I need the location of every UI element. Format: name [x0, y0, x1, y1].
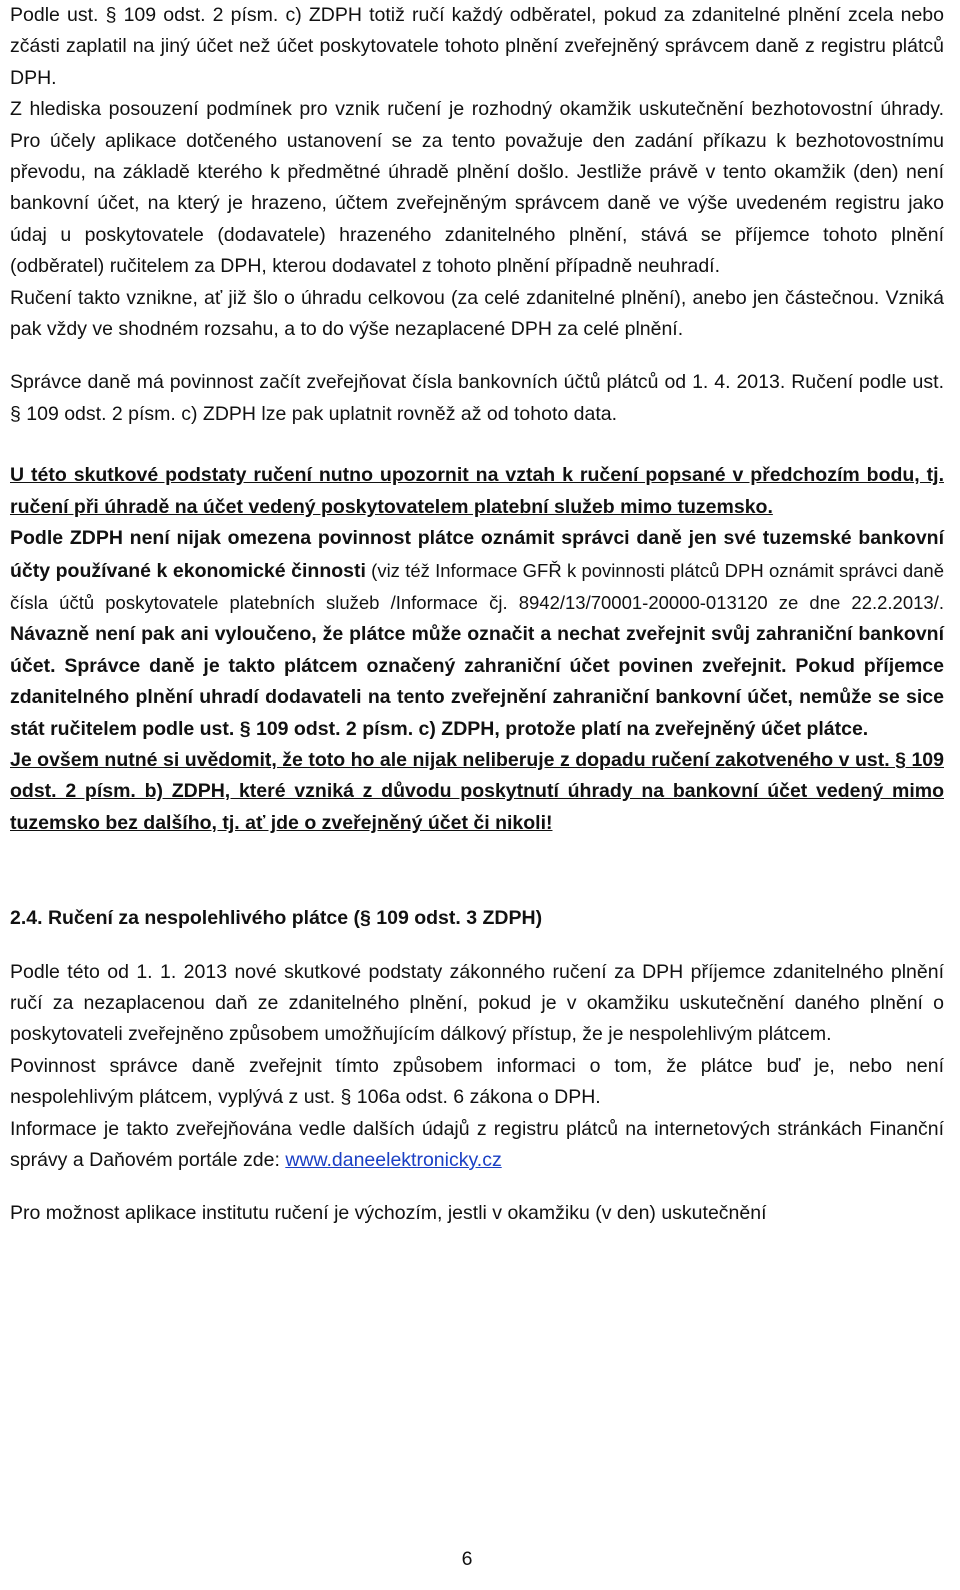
paragraph-zverejnovani-uctu: Správce daně má povinnost začít zveřejňovat čísla bankovních účtů plátců od 1. 4. 2013. Ručení podle ust. § 109 odst. 2 písm. c) ZDPH lze pak uplatnit rovněž až od tohoto data.	[10, 371, 944, 425]
paragraph-okamzik-uhrady: Z hlediska posouzení podmínek pro vznik ručení je rozhodný okamžik uskutečnění bezhotovostní úhrady. Pro účely aplikace dotčeného ustanovení se za tento považuje den zadání příkazu k bezhotovostnímu převodu, na základě kterého k předmětné úhradě plnění došlo. Jestliže právě v tento okamžik (den) není bankovní účet, na který je hrazeno, účtem zveřejněným správcem daně ve výše uvedeném registru jako údaj u poskytovatele (dodavatele) hrazeného zdanitelného plnění, stává se příjemce tohoto plnění (odběratel) ručitelem za DPH, kterou dodavatel z tohoto plnění případně neuhradí.	[10, 98, 944, 278]
text-bold-navazne: Návazně není pak ani vyloučeno, že plátce může označit a nechat zveřejnit svůj zahraniční bankovní účet. Správce daně je takto plátcem označený zahraniční účet povinen zveřejnit. Pokud příjemce zdanitelného plnění uhradí dodavateli na tento zveřejnění zahraniční bankovní účet, nemůže se sice stát ručitelem podle ust. § 109 odst. 2 písm. c) ZDPH, protože platí na zveřejněný účet plátce.	[10, 623, 944, 740]
paragraph-nespolehlivy-platce: Podle této od 1. 1. 2013 nové skutkové podstaty zákonného ručení za DPH příjemce zdanitelného plnění ručí za nezaplacenou daň ze zdanitelného plnění, pokud je v okamžiku uskutečnění daného plnění o poskytovateli zveřejněno způsobem umožňujícím dálkový přístup, že je nespolehlivým plátcem.	[10, 960, 944, 1046]
paragraph-upozorneni: U této skutkové podstaty ručení nutno upozornit na vztah k ručení popsané v předchozím bodu, tj. ručení při úhradě na účet vedený poskytovatelem platební služeb mimo tuzemsko.	[10, 464, 944, 518]
page-number: 6	[461, 1548, 473, 1570]
paragraph-povinnost-spravce: Povinnost správce daně zveřejnit tímto způsobem informaci o tom, že plátce buď je, nebo není nespolehlivým plátcem, vyplývá z ust. § 106a odst. 6 zákona o DPH.	[10, 1054, 944, 1109]
paragraph-neliberuje: Je ovšem nutné si uvědomit, že toto ho ale nijak neliberuje z dopadu ručení zakotveného v ust. § 109 odst. 2 písm. b) ZDPH, které vzniká z důvodu poskytnutí úhrady na bankovní účet vedený mimo tuzemsko bez dalšího, tj. ať jde o zveřejněný účet či nikoli!	[10, 748, 944, 834]
text-informace: Informace je takto zveřejňována vedle dalších údajů z registru plátců na internetových stránkách Finanční správy a Daňovém portále zde:	[10, 1117, 944, 1171]
paragraph-zahranicni-ucet	[10, 523, 944, 745]
paragraph-moznost-aplikace: Pro možnost aplikace institutu ručení je výchozím, jestli v okamžiku (v den) uskutečnění	[10, 1202, 767, 1225]
daneelektronicky-link[interactable]: www.daneelektronicky.cz	[285, 1149, 502, 1171]
paragraph-informace-link	[10, 1114, 944, 1177]
paragraph-rozsah-ruceni: Ručení takto vznikne, ať již šlo o úhradu celkovou (za celé zdanitelné plnění), anebo jen částečnou. Vzniká pak vždy ve shodném rozsahu, a to do výše nezaplacené DPH za celé plnění.	[10, 286, 944, 341]
text-bold-povinnost: Podle ZDPH není nijak omezena povinnost plátce oznámit správci daně jen své tuzemské bankovní účty používané k ekonomické činnosti	[10, 527, 944, 582]
text-informace-gfr: (viz též Informace GFŘ k povinnosti plátců DPH oznámit správci daně čísla účtů poskytovatele platebních služeb /Informace čj. 8942/13/70001-20000-013120 ze dne 22.2.2013/.	[10, 559, 944, 613]
paragraph-ruceni-podle-109: Podle ust. § 109 odst. 2 písm. c) ZDPH totiž ručí každý odběratel, pokud za zdanitelné plnění zcela nebo zčásti zaplatil na jiný účet než účet poskytovatele tohoto plnění zveřejněný správcem daně z registru plátců DPH.	[10, 4, 944, 89]
section-heading: 2.4. Ručení za nespolehlivého plátce (§ 109 odst. 3 ZDPH)	[10, 907, 543, 930]
document-page	[10, 0, 944, 1230]
